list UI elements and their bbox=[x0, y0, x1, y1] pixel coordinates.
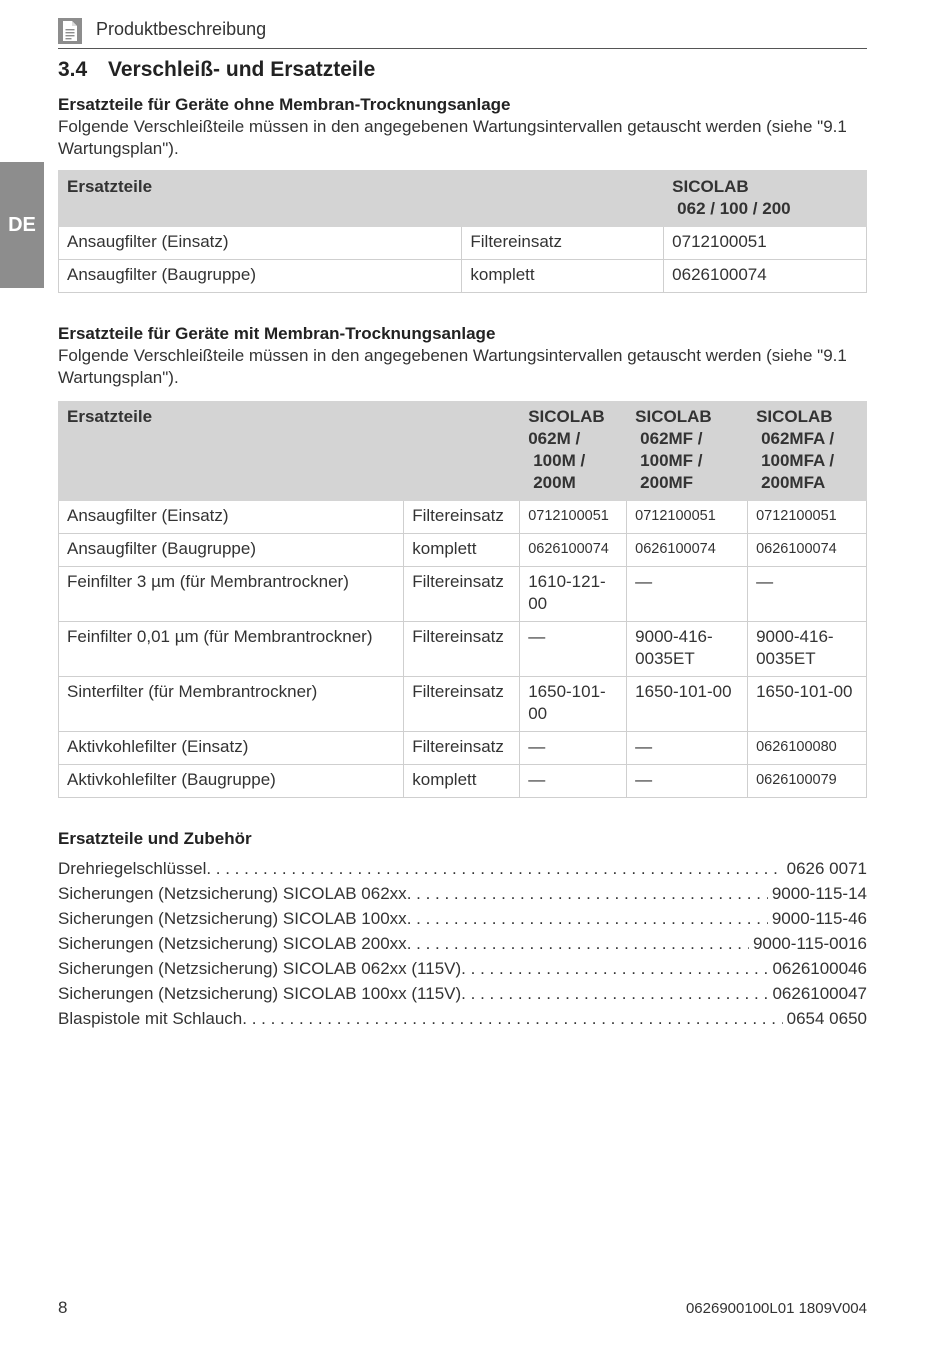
list-item bbox=[58, 856, 867, 881]
table-header-row bbox=[59, 402, 867, 501]
table-row bbox=[59, 732, 867, 765]
header-title: Produktbeschreibung bbox=[96, 19, 267, 39]
list-item bbox=[58, 1006, 867, 1031]
table-cell: Feinfilter 0,01 µm (für Membrantrockner) bbox=[59, 622, 404, 677]
accessories-list bbox=[58, 856, 867, 1031]
table-row bbox=[59, 677, 867, 732]
table-cell: 9000-416-0035ET bbox=[627, 622, 748, 677]
table-cell: Aktivkohlefilter (Einsatz) bbox=[59, 732, 404, 765]
list-item bbox=[58, 881, 867, 906]
leader-dots bbox=[461, 956, 768, 981]
header-line: 100M / bbox=[533, 451, 586, 470]
document-icon bbox=[58, 18, 82, 44]
table-cell: 0626100074 bbox=[664, 260, 867, 293]
list-item-value: 0626100047 bbox=[772, 984, 867, 1003]
header-line: SICOLAB bbox=[756, 407, 833, 426]
list-item-value: 9000-115-14 bbox=[771, 884, 867, 903]
leader-dots bbox=[407, 881, 768, 906]
table-header-cell: Ersatzteile bbox=[59, 171, 664, 227]
list-item bbox=[58, 906, 867, 931]
table1-heading: Ersatzteile für Geräte ohne Membran-Trocknungsanlage bbox=[58, 95, 511, 114]
table-cell: 0712100051 bbox=[748, 501, 867, 534]
table-cell: Filtereinsatz bbox=[404, 732, 520, 765]
header-line: 062M / bbox=[528, 429, 581, 448]
table-cell: — bbox=[627, 567, 748, 622]
table1-intro: Folgende Verschleißteile müssen in den angegebenen Wartungsintervallen getauscht werden (siehe "9.1 Wartungsplan"). bbox=[58, 117, 847, 158]
header-line: 200MFA bbox=[761, 473, 826, 492]
table-row bbox=[59, 260, 867, 293]
section-number: 3.4 bbox=[58, 58, 88, 81]
accessories-heading: Ersatzteile und Zubehör bbox=[58, 829, 252, 848]
language-tab: DE bbox=[0, 162, 44, 288]
table-cell: 0626100074 bbox=[627, 534, 748, 567]
table-row bbox=[59, 534, 867, 567]
header-line: 200MF bbox=[640, 473, 694, 492]
list-item-label: Sicherungen (Netzsicherung) SICOLAB 062xx bbox=[58, 884, 407, 903]
table-cell: 1650-101-00 bbox=[627, 677, 748, 732]
section-title-text: Verschleiß- und Ersatzteile bbox=[108, 58, 376, 81]
table-row bbox=[59, 622, 867, 677]
spare-parts-table-2 bbox=[58, 401, 867, 798]
list-item bbox=[58, 956, 867, 981]
table-cell: komplett bbox=[404, 765, 520, 798]
list-item bbox=[58, 981, 867, 1006]
list-item-label: Sicherungen (Netzsicherung) SICOLAB 200xx bbox=[58, 934, 407, 953]
table-header-cell bbox=[627, 402, 748, 501]
table-cell: 1610-121-00 bbox=[520, 567, 627, 622]
page-header bbox=[58, 16, 867, 49]
table-cell: 0712100051 bbox=[664, 227, 867, 260]
table-cell: Filtereinsatz bbox=[404, 677, 520, 732]
list-item-label: Drehriegelschlüssel bbox=[58, 859, 207, 878]
table-cell: 0626100079 bbox=[748, 765, 867, 798]
table-cell: 1650-101-00 bbox=[520, 677, 627, 732]
table-cell: Filtereinsatz bbox=[462, 227, 664, 260]
header-line: SICOLAB bbox=[672, 177, 749, 196]
table-cell: — bbox=[627, 765, 748, 798]
table-row bbox=[59, 501, 867, 534]
list-item-value: 9000-115-46 bbox=[771, 909, 867, 928]
list-item-label: Blaspistole mit Schlauch bbox=[58, 1009, 243, 1028]
table-cell: 9000-416-0035ET bbox=[748, 622, 867, 677]
list-item-label: Sicherungen (Netzsicherung) SICOLAB 100xx bbox=[58, 909, 407, 928]
leader-dots bbox=[242, 1006, 782, 1031]
list-item-value: 9000-115-0016 bbox=[752, 934, 867, 953]
table-cell: komplett bbox=[404, 534, 520, 567]
leader-dots bbox=[206, 856, 782, 881]
header-line: 200M bbox=[533, 473, 576, 492]
section-title bbox=[58, 58, 867, 94]
header-line: 062 / 100 / 200 bbox=[677, 199, 791, 218]
main-content bbox=[58, 58, 867, 1031]
page-number: 8 bbox=[58, 1298, 68, 1317]
table-cell: — bbox=[520, 622, 627, 677]
list-item-value: 0626 0071 bbox=[786, 859, 867, 878]
table-header-cell: Ersatzteile bbox=[59, 402, 520, 501]
table2-intro: Folgende Verschleißteile müssen in den angegebenen Wartungsintervallen getauscht werden (siehe "9.1 Wartungsplan"). bbox=[58, 346, 847, 387]
table-cell: Feinfilter 3 µm (für Membrantrockner) bbox=[59, 567, 404, 622]
table-cell: — bbox=[520, 732, 627, 765]
table-cell: Filtereinsatz bbox=[404, 622, 520, 677]
table-cell: 0626100074 bbox=[520, 534, 627, 567]
table-cell: Sinterfilter (für Membrantrockner) bbox=[59, 677, 404, 732]
table-row bbox=[59, 567, 867, 622]
table-cell: 0712100051 bbox=[627, 501, 748, 534]
header-line: SICOLAB bbox=[528, 407, 605, 426]
header-line: 100MFA / bbox=[761, 451, 835, 470]
table-cell: Ansaugfilter (Baugruppe) bbox=[59, 534, 404, 567]
table-cell: 1650-101-00 bbox=[748, 677, 867, 732]
table-cell: — bbox=[627, 732, 748, 765]
table2-heading: Ersatzteile für Geräte mit Membran-Trocknungsanlage bbox=[58, 324, 496, 343]
header-line: 062MFA / bbox=[761, 429, 835, 448]
table-cell: 0626100074 bbox=[748, 534, 867, 567]
header-line: 062MF / bbox=[640, 429, 703, 448]
table-header-cell bbox=[520, 402, 627, 501]
table-cell: Aktivkohlefilter (Baugruppe) bbox=[59, 765, 404, 798]
table-header-cell bbox=[748, 402, 867, 501]
table-cell: — bbox=[520, 765, 627, 798]
spare-parts-table-1 bbox=[58, 170, 867, 293]
table-row bbox=[59, 765, 867, 798]
list-item-value: 0654 0650 bbox=[786, 1009, 867, 1028]
list-item-value: 0626100046 bbox=[772, 959, 867, 978]
leader-dots bbox=[407, 931, 749, 956]
table-cell: Ansaugfilter (Einsatz) bbox=[59, 501, 404, 534]
list-item bbox=[58, 931, 867, 956]
leader-dots bbox=[461, 981, 768, 1006]
header-line: SICOLAB bbox=[635, 407, 712, 426]
table-cell: Ansaugfilter (Baugruppe) bbox=[59, 260, 462, 293]
table-header-row bbox=[59, 171, 867, 227]
table-cell: — bbox=[748, 567, 867, 622]
table-cell: komplett bbox=[462, 260, 664, 293]
table-cell: 0712100051 bbox=[520, 501, 627, 534]
header-line: 100MF / bbox=[640, 451, 703, 470]
table-cell: Filtereinsatz bbox=[404, 501, 520, 534]
list-item-label: Sicherungen (Netzsicherung) SICOLAB 100xx (115V) bbox=[58, 984, 462, 1003]
table-cell: 0626100080 bbox=[748, 732, 867, 765]
table-cell: Ansaugfilter (Einsatz) bbox=[59, 227, 462, 260]
table-header-cell bbox=[664, 171, 867, 227]
document-id: 0626900100L01 1809V004 bbox=[685, 1300, 867, 1317]
list-item-label: Sicherungen (Netzsicherung) SICOLAB 062xx (115V) bbox=[58, 959, 462, 978]
table-row bbox=[59, 227, 867, 260]
table-cell: Filtereinsatz bbox=[404, 567, 520, 622]
leader-dots bbox=[407, 906, 768, 931]
